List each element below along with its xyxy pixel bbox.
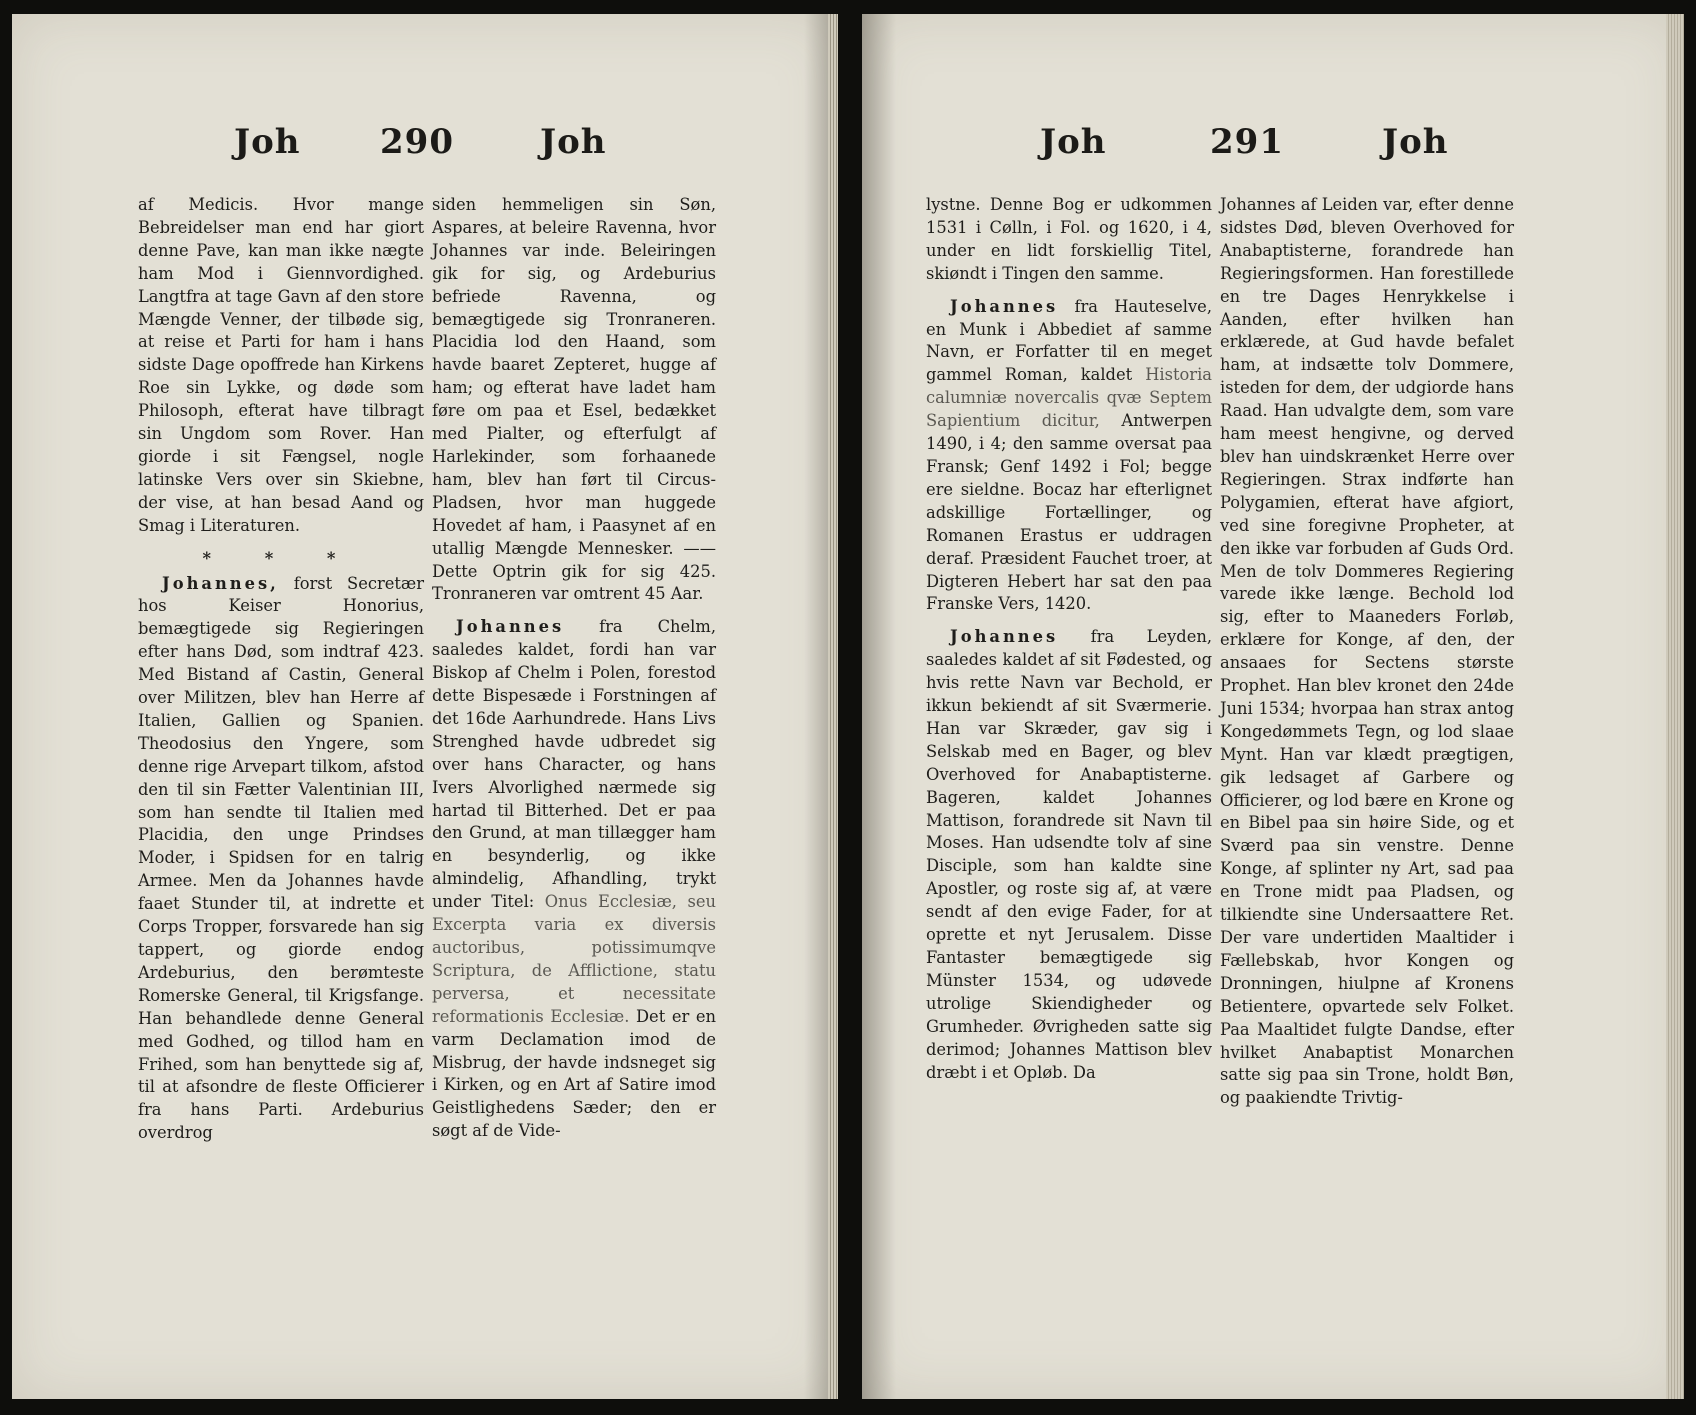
header-right-word: Joh [540, 122, 607, 162]
entry-text: fra Hauteselve, en Munk i Abbediet af samme Navn, er Forfatter til en meget gammel Roman, kaldet [926, 296, 1212, 385]
entry-text: Antwerpen 1490, i 4; den samme oversat paa Fransk; Genf 1492 i Fol; begge ere sieldne. Bocaz har efterlignet adskillige Fortællinger, og Romanen Erastus er uddragen deraf. Præsident Fauchet troer, at Digteren Hebert har sat den paa Franske Vers, 1420. [926, 411, 1212, 614]
header-right-word: Joh [1382, 122, 1449, 162]
header-left-word: Joh [234, 122, 301, 162]
paragraph: siden hemmeligen sin Søn, Aspares, at beleire Ravenna, hvor Johannes var inde. Beleiringen gik for sig, og Ardeburius befriede Ravenna, og bemægtigede sig Tronraneren. Placidia lod den Haand, som havde baaret Zepteret, hugge af ham; og efterat have ladet ham føre om paa et Esel, bedækket med Pialter, og efterfulgt af Harlekinder, som forhaanede ham, blev han ført til Circus-Pladsen, hvor man huggede Hovedet af ham, i Paasynet af en utallig Mængde Mennesker. —— Dette Optrin gik for sig 425. Tronraneren var omtrent 45 Aar. [432, 195, 716, 604]
left-page-edge [828, 14, 838, 1399]
entry-heading: Johannes [950, 296, 1059, 316]
text-column-2 [1220, 194, 1514, 1120]
entry-text: fra Leyden, saaledes kaldet af sit Fødested, og hvis rette Navn var Bechold, er ikkun bekiendt af sit Sværmerie. Han var Skræder, gav sig i Selskab med en Bager, og blev Overhoved for Anabaptisterne. Bageren, kaldet Johannes Mattison, forandrede sit Navn til Moses. Han udsendte tolv af sine Disciple, som han kaldte sine Apostler, og roste sig af, at være sendt af den evige Fader, for at oprette et nyt Jerusalem. Disse Fantaster bemægtigede sig Münster 1534, og udøvede utrolige Skiendigheder og Grumheder. Øvrigheden satte sig derimod; Johannes Mattison blev dræbt i et Opløb. Da [926, 627, 1212, 1082]
gutter-shadow [862, 14, 896, 1399]
text-column-1 [926, 194, 1212, 1094]
latin-title: Historia calumniæ novercalis qvæ Septem Sapientium dicitur, [926, 365, 1212, 431]
latin-title: Onus Ecclesiæ, seu Excerpta varia ex diversis auctoribus, potissimumqve Scriptura, de Afflictione, statu perversa, et necessitate reformationis Ecclesiæ. [432, 892, 716, 1026]
running-header [862, 122, 1684, 182]
section-separator: * * * [202, 548, 360, 568]
entry-text: fra Chelm, saaledes kaldet, fordi han var Biskop af Chelm i Polen, forestod dette Bispesæde i Forstningen af det 16de Aarhundrede. Hans Livs Strenghed havde udbredet sig over hans Character, og hans Ivers Alvorlighed nærmede sig hartad til Bitterhed. Det er paa den Grund, at man tillægger ham en besynderlig, og ikke almindelig, Afhandling, trykt under Titel: [432, 617, 716, 912]
paragraph: lystne. Denne Bog er udkommen 1531 i Cølln, i Fol. og 1620, i 4, under en lidt forskiellig Titel, skiøndt i Tingen den samme. [926, 195, 1212, 283]
entry-text: Det er en varm Declamation imod de Misbrug, der havde indsneget sig i Kirken, og en Art af Satire imod Geistlighedens Sæder; den er søgt af de Vide- [432, 1006, 716, 1141]
paragraph: af Medicis. Hvor mange Bebreidelser man end har giort denne Pave, kan man ikke nægte ham Mod i Giennvordighed. Langtfra at tage Gavn af den store Mængde Venner, der tilbøde sig, at reise et Parti for ham i hans sidste Dage opoffrede han Kirkens Roe sin Lykke, og døde som Philosoph, efterat have tilbragt sin Ungdom som Rover. Han giorde i sit Fængsel, nogle latinske Vers over sin Skiebne, der vise, at han besad Aand og Smag i Literaturen. [138, 195, 424, 535]
entry-paragraph [926, 296, 1212, 617]
text-column-2 [432, 194, 716, 1153]
entry-paragraph [926, 626, 1212, 1084]
running-header [12, 122, 838, 182]
page-edge-stack [1666, 14, 1684, 1399]
paragraph: Johannes af Leiden var, efter denne sidstes Død, bleven Overhoved for Anabaptisterne, forandrede han Regieringsformen. Han forestillede en tre Dages Henrykkelse i Aanden, efter hvilken han erklærede, at Gud havde befalet ham, at indsætte tolv Dommere, isteden for dem, der udgiorde hans Raad. Han udvalgte dem, som vare ham meest hengivne, og derved blev han uindskrænket Herre over Regieringen. Strax indførte han Polygamien, efterat have afgiort, ved sine foregivne Propheter, at den ikke var forbuden af Guds Ord. Men de tolv Dommeres Regiering varede ikke længe. Bechold lod sig, efter to Maaneders Forløb, erklære for Konge, af den, der ansaaes for Sectens største Prophet. Han blev kronet den 24de Juni 1534; hvorpaa han strax antog Kongedømmets Tegn, og lod slaae Mynt. Han var klædt prægtigen, gik ledsaget af Garbere og Officierer, og lod bære en Krone og en Bibel paa sin høire Side, og et Sværd paa sin venstre. Denne Konge, af splinter ny Art, sad paa en Trone midt paa Pladsen, og tilkiendte sine Undersaattere Ret. Der vare undertiden Maaltider i Fællebskab, hvor Kongen og Dronningen, hiulpne af Kronens Betientere, opvartede selv Folket. Paa Maaltidet fulgte Dandse, efter hvilket Anabaptist Monarchen satte sig paa sin Trone, holdt Bøn, og paakiendte Trivtig- [1220, 195, 1514, 1108]
page-number: 291 [1210, 122, 1284, 162]
page-number: 290 [380, 122, 454, 162]
entry-heading: Johannes, [162, 573, 279, 593]
header-left-word: Joh [1040, 122, 1107, 162]
right-page [862, 14, 1684, 1399]
entry-heading: Johannes [456, 617, 565, 637]
entry-paragraph [138, 573, 424, 1146]
text-column-1 [138, 194, 424, 1155]
entry-text: forst Secretær hos Keiser Honorius, bemægtigede sig Regieringen efter hans Død, som indtraf 423. Med Bistand af Castin, General over Militzen, blev han Herre af Italien, Gallien og Spanien. Theodosius den Yngere, som denne rige Arvepart tilkom, afstod den til sin Fætter Valentinian III, som han sendte til Italien med Placidia, den unge Prindses Moder, i Spidsen for en talrig Armee. Men da Johannes havde faaet Stunder til, at indrette et Corps Tropper, forsvarede han sig tappert, og giorde endog Ardeburius, den berømteste Romerske General, til Krigsfange. Han behandlede denne General med Godhed, og tillod ham en Frihed, som han benyttede sig af, til at afsondre de fleste Officierer fra hans Parti. Ardeburius overdrog [138, 573, 424, 1143]
entry-paragraph [432, 616, 716, 1143]
entry-heading: Johannes [950, 627, 1059, 647]
left-page [12, 14, 838, 1399]
